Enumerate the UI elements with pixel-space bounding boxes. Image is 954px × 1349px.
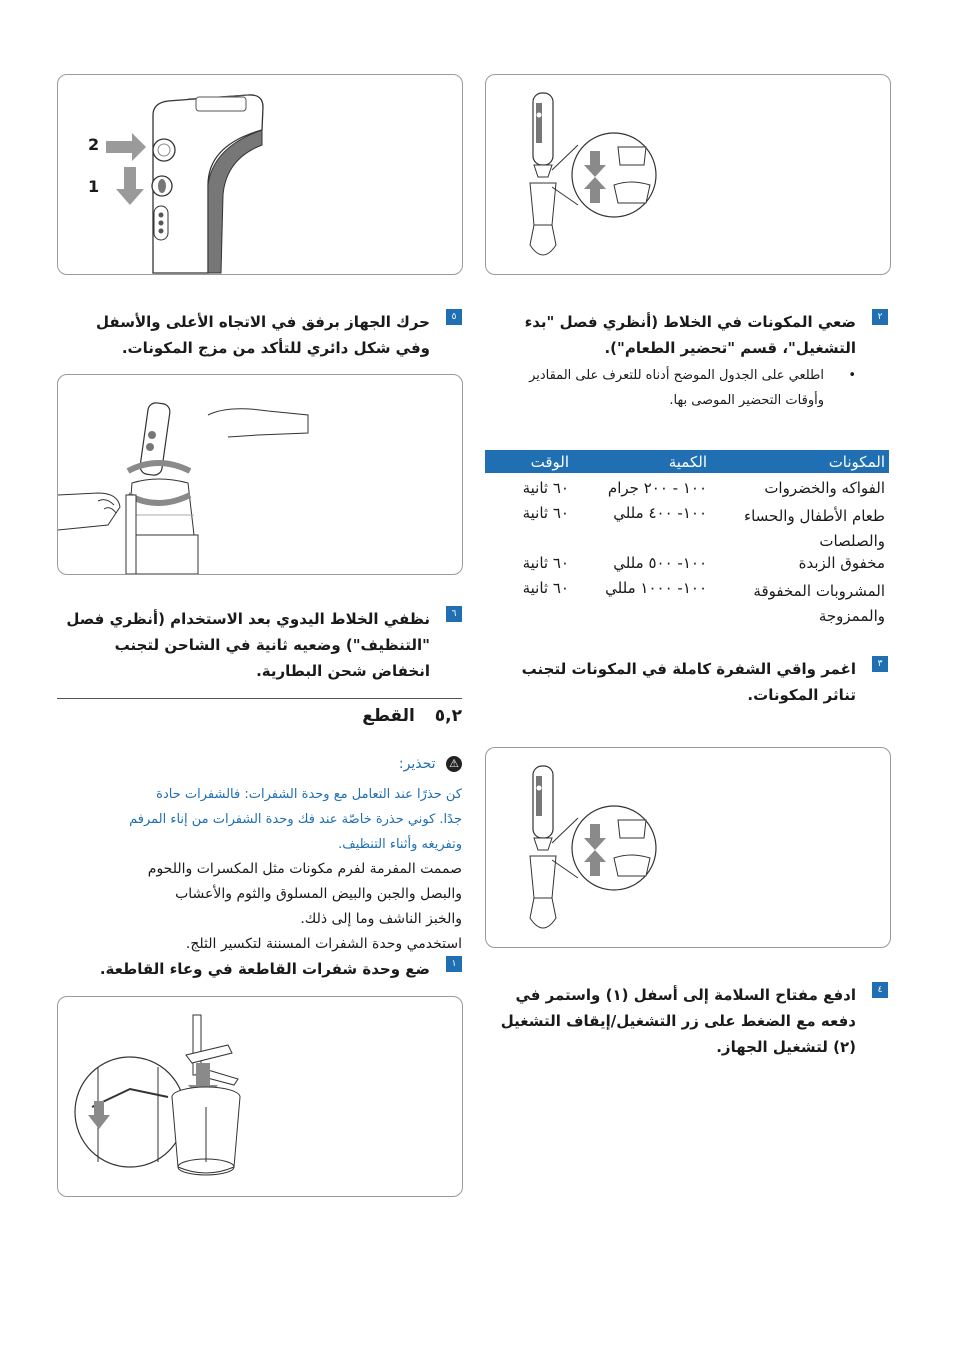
handle-illustration <box>58 75 462 274</box>
table-cell: المشروبات المخفوقة والممزوجة <box>753 582 885 625</box>
bullet-text: اطلعي على الجدول الموضح أدناه للتعرف على المقادير وأوقات التحضير الموصى بها. <box>529 368 824 408</box>
chopper-illustration <box>58 997 462 1196</box>
step-number: ٤ <box>872 982 888 998</box>
warning-line: وتفريغه وأثناء التنظيف. <box>338 837 462 852</box>
table-header-ingredients: المكونات <box>711 450 889 473</box>
figure-handle-buttons <box>57 74 463 275</box>
warning-title: تحذير: <box>398 756 436 772</box>
table-cell: ١٠٠ - ٢٠٠ جرام <box>607 479 707 497</box>
table-row <box>485 473 889 504</box>
section-title: القطع <box>362 706 415 726</box>
section-number: ٥,٢ <box>434 706 462 726</box>
table-header-time: الوقت <box>485 450 573 473</box>
step-5 <box>70 309 462 361</box>
table-row <box>485 554 889 579</box>
step-number: ١ <box>446 956 462 972</box>
blender-illustration <box>486 748 890 947</box>
table-cell: ٦٠ ثانية <box>522 554 569 572</box>
info-line: والخبز الناشف وما إلى ذلك. <box>300 911 462 927</box>
figure-mixing-motion <box>57 374 463 575</box>
table-cell: ٦٠ ثانية <box>522 504 569 522</box>
bullet-dot: • <box>848 368 856 383</box>
figure-label-2: 2 <box>88 135 100 154</box>
figure-blender-immerse <box>485 747 891 948</box>
table-row <box>485 579 889 629</box>
table-cell: الفواكه والخضروات <box>764 479 885 497</box>
figure-blender-insert <box>485 74 891 275</box>
table-header-quantity: الكمية <box>573 450 711 473</box>
step-number: ٣ <box>872 656 888 672</box>
chopper-info <box>60 857 462 957</box>
table-cell: طعام الأطفال والحساء والصلصات <box>744 507 885 550</box>
step-text: اغمر واقي الشفرة كاملة في المكونات لتجنب تناثر المكونات. <box>521 660 856 704</box>
table-cell: ١٠٠- ٥٠٠ مللي <box>613 554 707 572</box>
bullet-item <box>495 363 856 413</box>
step-text: نظفي الخلاط اليدوي بعد الاستخدام (أنظري فصل "التنظيف") وضعيه ثانية في الشاحن لتجنب انخفاض شحن البطارية. <box>66 610 430 680</box>
figure-label-1: 1 <box>88 177 100 196</box>
warning-text <box>60 782 462 857</box>
table-cell: ٦٠ ثانية <box>522 579 569 597</box>
step-text: حرك الجهاز برفق في الاتجاه الأعلى والأسفل وفي شكل دائري للتأكد من مزج المكونات. <box>96 313 430 357</box>
warning-icon: ⚠ <box>446 756 462 772</box>
table-row <box>485 504 889 554</box>
step-6 <box>55 606 462 684</box>
step-text: ادفع مفتاح السلامة إلى أسفل (١) واستمر في دفعه مع الضغط على زر التشغيل/إيقاف التشغيل (٢) لتشغيل الجهاز. <box>500 986 856 1056</box>
step-number: ٥ <box>446 309 462 325</box>
table-cell: ١٠٠- ٤٠٠ مللي <box>613 504 707 522</box>
table-cell: ٦٠ ثانية <box>522 479 569 497</box>
step-4 <box>495 982 888 1060</box>
arrow-right-icon <box>106 133 146 161</box>
step-text: ضع وحدة شفرات القاطعة في وعاء القاطعة. <box>99 960 430 978</box>
section-divider <box>57 698 462 699</box>
step-2 <box>495 309 888 413</box>
mixing-illustration <box>58 375 462 574</box>
warning-line: جدًا. كوني حذرة خاصّة عند فك وحدة الشفرات من إناء المرفم <box>129 812 462 827</box>
section-heading <box>240 706 462 726</box>
step-3 <box>495 656 888 708</box>
step-number: ٢ <box>872 309 888 325</box>
blender-illustration <box>486 75 890 274</box>
step-text: ضعي المكونات في الخلاط (أنظري فصل "بدء التشغيل"، قسم "تحضير الطعام"). <box>524 313 856 357</box>
info-line: صممت المفرمة لفرم مكونات مثل المكسرات واللحوم <box>147 861 462 877</box>
table-cell: مخفوق الزبدة <box>798 554 885 572</box>
step-1 <box>60 956 462 982</box>
info-line: والبصل والجبن والبيض المسلوق والثوم والأعشاب <box>175 886 462 902</box>
info-line: استخدمي وحدة الشفرات المسننة لتكسير الثلج. <box>185 936 462 952</box>
step-number: ٦ <box>446 606 462 622</box>
warning-line: كن حذرًا عند التعامل مع وحدة الشفرات: فالشفرات حادة <box>156 787 462 802</box>
quantities-table <box>485 450 889 629</box>
table-cell: ١٠٠- ١٠٠٠ مللي <box>605 579 707 597</box>
arrow-down-icon <box>116 167 144 205</box>
figure-chopper-assembly <box>57 996 463 1197</box>
warning-heading <box>300 756 462 772</box>
